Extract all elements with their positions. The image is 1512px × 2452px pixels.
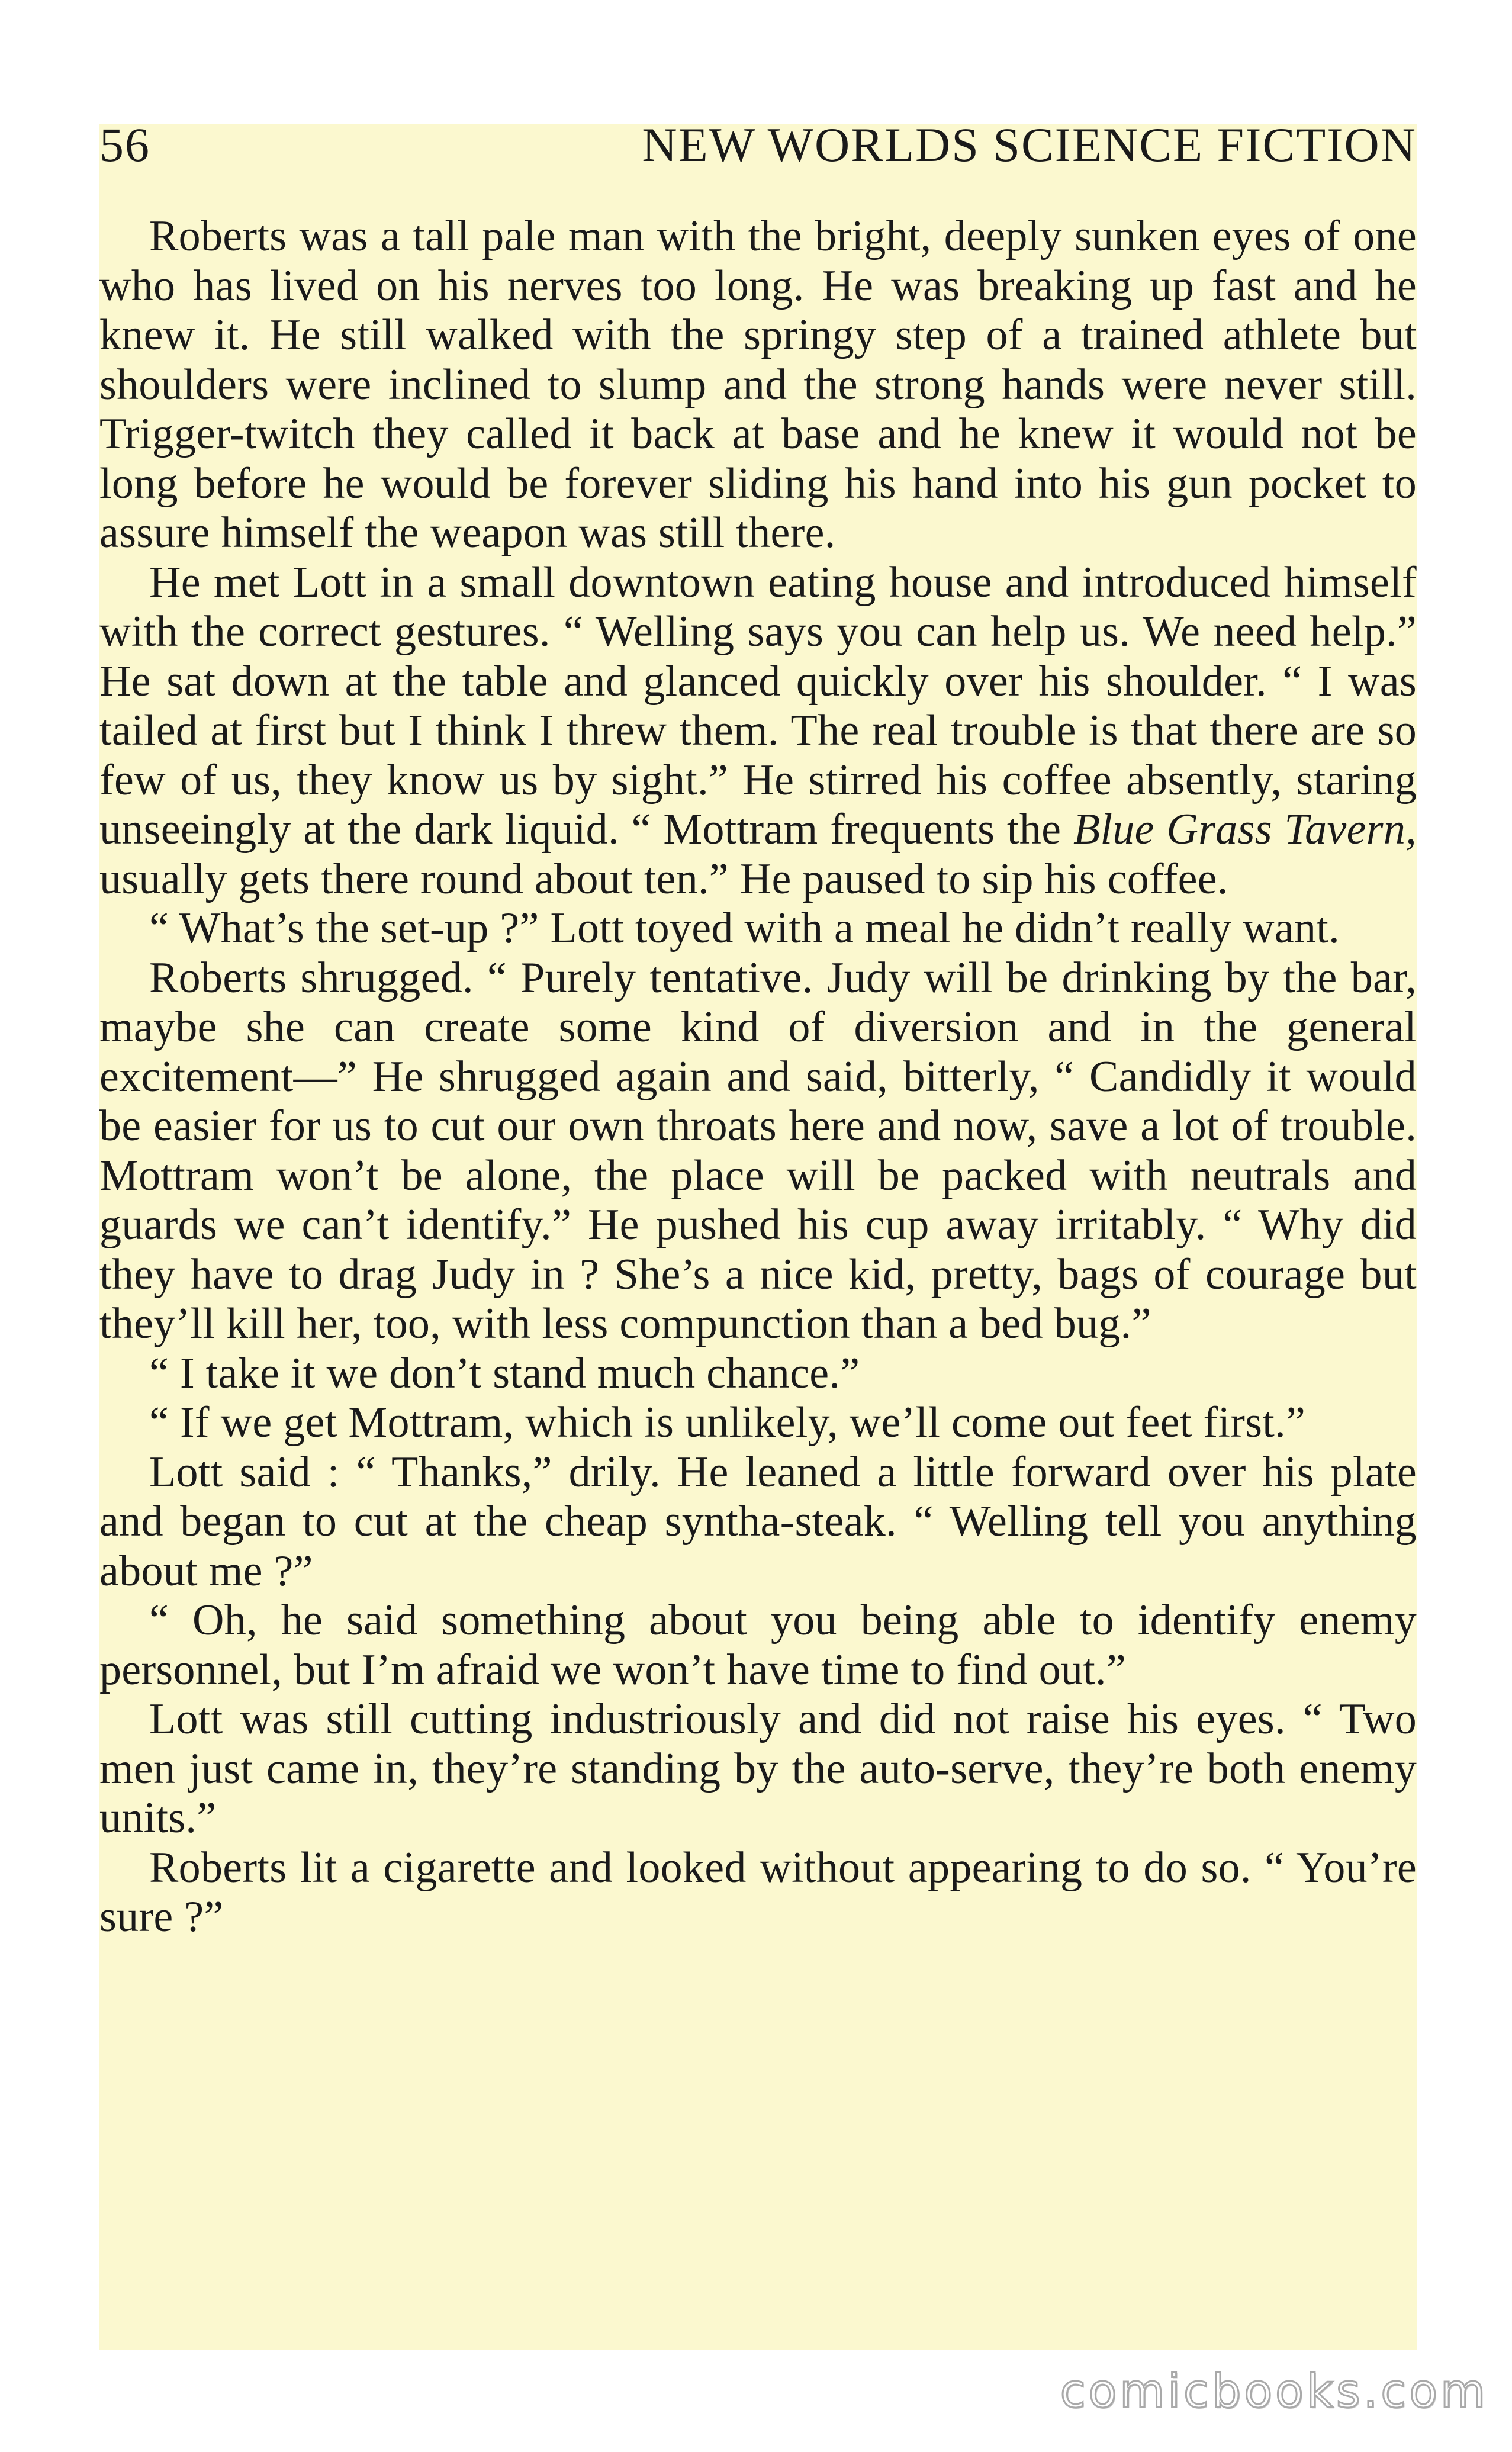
page-header	[99, 112, 1417, 178]
paragraph: “ If we get Mottram, which is unlikely, we’ll come out feet first.”	[149, 1398, 1306, 1447]
paragraph: Roberts lit a cigarette and looked without appearing to do so. “ You’re sure ?”	[99, 1843, 1417, 1941]
paragraph: “ Oh, he said something about you being able to identify enemy personnel, but I’m afraid we won’t have time to find out.”	[99, 1596, 1417, 1694]
page-number: 56	[99, 118, 150, 172]
tavern-name: Blue Grass Tavern,	[1073, 805, 1417, 854]
paragraph: “ I take it we don’t stand much chance.”	[149, 1349, 860, 1398]
paragraph-text: He met Lott in a small downtown eating house and introduced himself with the correct gestures. “ Welling says you can help us. We need help.” He sat down at the table and glanced quickly over his shoulder. “ I was tailed at first but I think I threw them. The real trouble is that there are so few of us, they know us by sight.” He stirred his coffee absently, staring unseeingly at the dark liquid. “ Mottram frequents the	[99, 558, 1417, 854]
paragraph	[99, 558, 1417, 905]
watermark: comicbooks.com	[1060, 2365, 1488, 2418]
paragraph: “ What’s the set-up ?” Lott toyed with a meal he didn’t really want.	[149, 904, 1340, 953]
paragraph: Roberts shrugged. “ Purely tentative. Judy will be drinking by the bar, maybe she can create some kind of diversion and in the general excitement—” He shrugged again and said, bitterly, “ Candidly it would be easier for us to cut our own throats here and now, save a lot of trouble. Mottram won’t be alone, the place will be packed with neutrals and guards we can’t identify.” He pushed his cup away irritably. “ Why did they have to drag Judy in ? She’s a nice kid, pretty, bags of courage but they’ll kill her, too, with less compunction than a bed bug.”	[99, 953, 1417, 1348]
paragraph: Lott said : “ Thanks,” drily. He leaned a little forward over his plate and began to cut at the cheap syntha-steak. “ Welling tell you anything about me ?”	[99, 1447, 1417, 1595]
running-head: NEW WORLDS SCIENCE FICTION	[642, 118, 1417, 172]
paragraph: Roberts was a tall pale man with the bright, deeply sunken eyes of one who has lived on his nerves too long. He was breaking up fast and he knew it. He still walked with the springy step of a trained athlete but shoulders were inclined to slump and the strong hands were never still. Trigger-twitch they called it back at base and he knew it would not be long before he would be forever sliding his hand into his gun pocket to assure himself the weapon was still there.	[99, 212, 1417, 557]
paragraph: Lott was still cutting industriously and did not raise his eyes. “ Two men just came in, they’re standing by the auto-serve, they’re both enemy units.”	[99, 1695, 1417, 1842]
story-text	[99, 212, 1417, 1942]
paragraph-text: usually gets there round about ten.” He paused to sip his coffee.	[99, 854, 1228, 903]
